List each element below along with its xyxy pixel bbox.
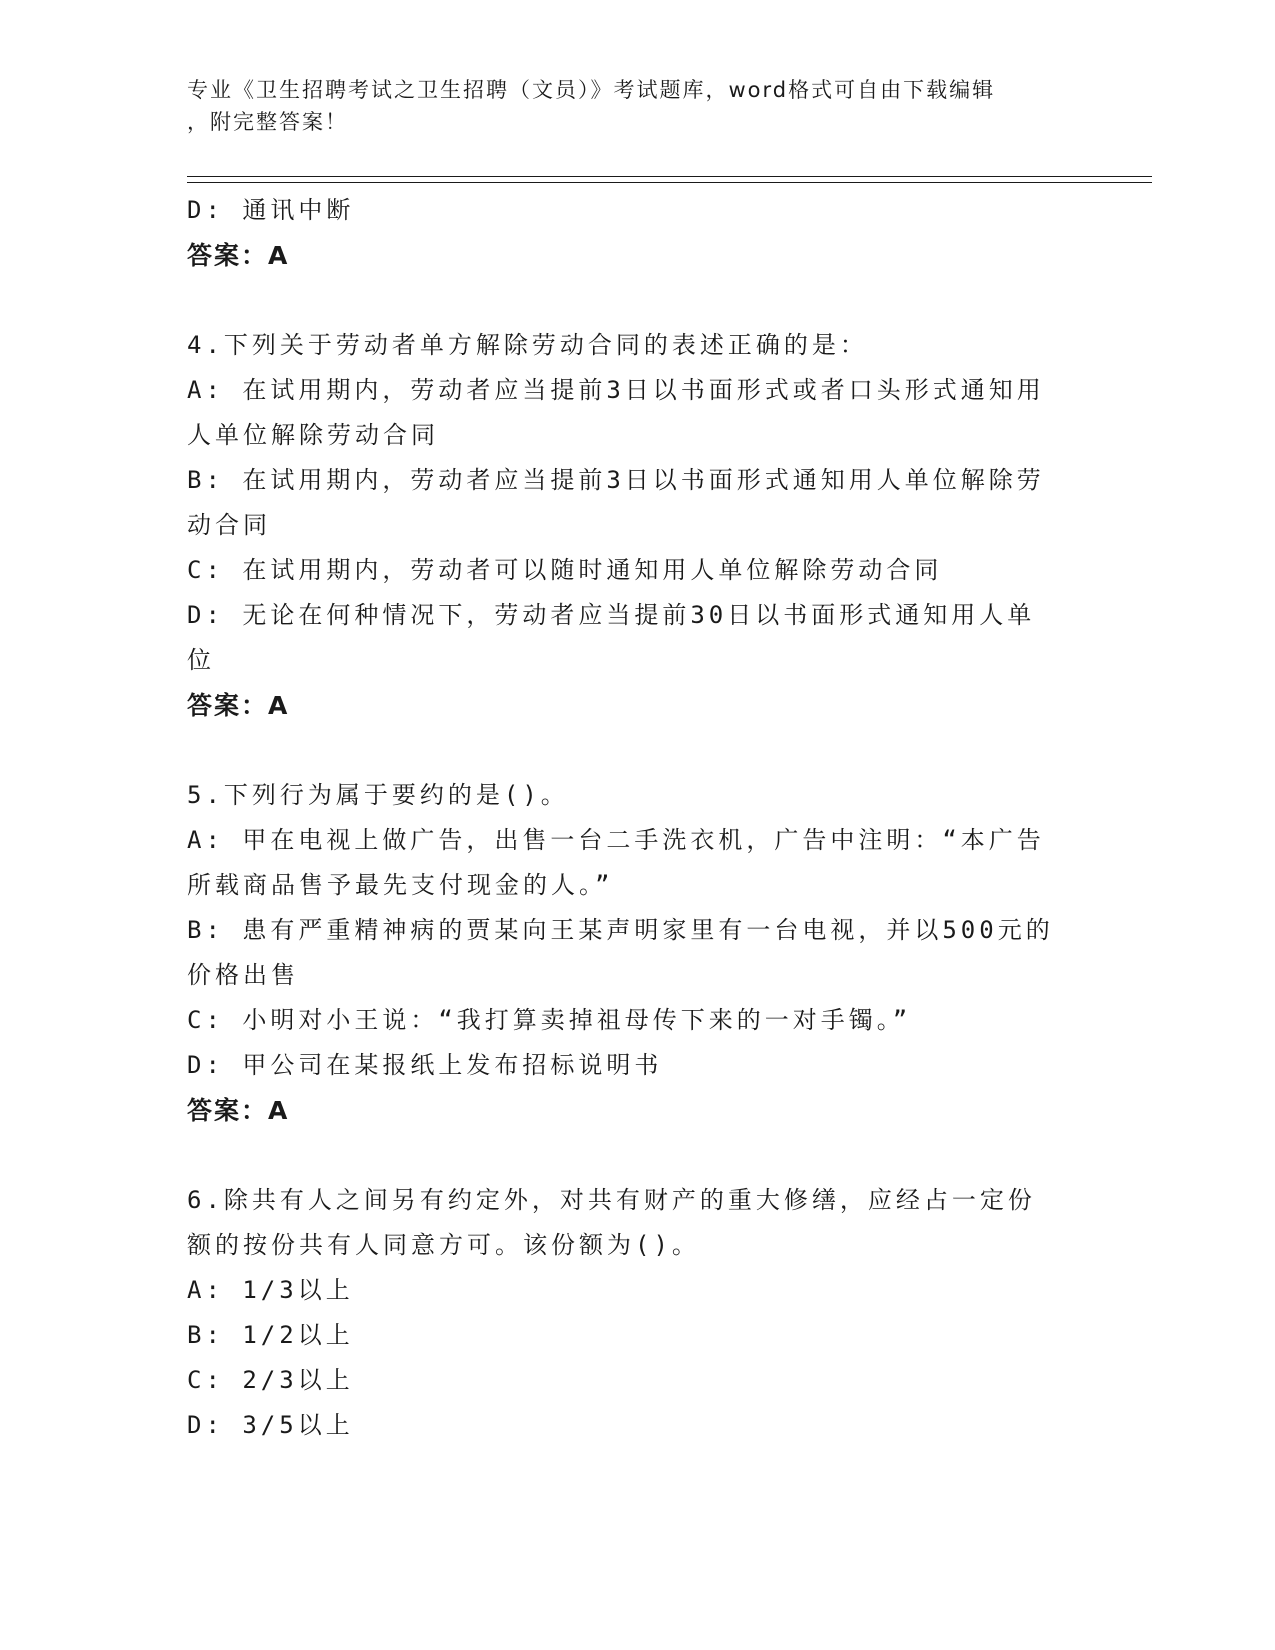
option-a-line-2: 所载商品售予最先支付现金的人。” [187,871,614,899]
document-header [187,74,1087,138]
option-a-line-2: 人单位解除劳动合同 [187,421,439,449]
spacer [187,1133,1087,1178]
question-stem-line-2: 额的按份共有人同意方可。该份额为()。 [187,1231,700,1259]
header-divider-bottom [187,182,1152,183]
answer: 答案：A [187,241,290,270]
question-stem-line-1: 6.除共有人之间另有约定外，对共有财产的重大修缮，应经占一定份 [187,1186,1036,1214]
option-d: D: 3/5以上 [187,1411,354,1439]
question-3-tail [187,188,1087,278]
option-d-line-1: D: 无论在何种情况下，劳动者应当提前30日以书面形式通知用人单 [187,601,1036,629]
header-line-2: ，附完整答案！ [187,110,348,134]
spacer [187,728,1087,773]
option-d: D: 通讯中断 [187,196,355,224]
question-stem: 4.下列关于劳动者单方解除劳动合同的表述正确的是： [187,331,868,359]
option-b-line-2: 动合同 [187,511,271,539]
question-list [187,188,1087,1448]
answer: 答案：A [187,1096,290,1125]
option-b: B: 1/2以上 [187,1321,354,1349]
option-b-line-1: B: 患有严重精神病的贾某向王某声明家里有一台电视，并以500元的 [187,916,1054,944]
option-b-line-1: B: 在试用期内，劳动者应当提前3日以书面形式通知用人单位解除劳 [187,466,1045,494]
option-d: D: 甲公司在某报纸上发布招标说明书 [187,1051,663,1079]
question-4 [187,323,1087,728]
question-6 [187,1178,1087,1448]
header-line-1: 专业《卫生招聘考试之卫生招聘（文员）》考试题库，word格式可自由下载编辑 [187,78,996,102]
option-a-line-1: A: 在试用期内，劳动者应当提前3日以书面形式或者口头形式通知用 [187,376,1045,404]
option-a: A: 1/3以上 [187,1276,354,1304]
question-stem: 5.下列行为属于要约的是()。 [187,781,569,809]
question-5 [187,773,1087,1133]
option-c: C: 2/3以上 [187,1366,354,1394]
option-c: C: 在试用期内，劳动者可以随时通知用人单位解除劳动合同 [187,556,943,584]
header-divider-top [187,176,1152,177]
option-c: C: 小明对小王说：“我打算卖掉祖母传下来的一对手镯。” [187,1006,912,1034]
option-a-line-1: A: 甲在电视上做广告，出售一台二手洗衣机，广告中注明：“本广告 [187,826,1045,854]
spacer [187,278,1087,323]
answer: 答案：A [187,691,290,720]
option-b-line-2: 价格出售 [187,961,299,989]
option-d-line-2: 位 [187,646,215,674]
